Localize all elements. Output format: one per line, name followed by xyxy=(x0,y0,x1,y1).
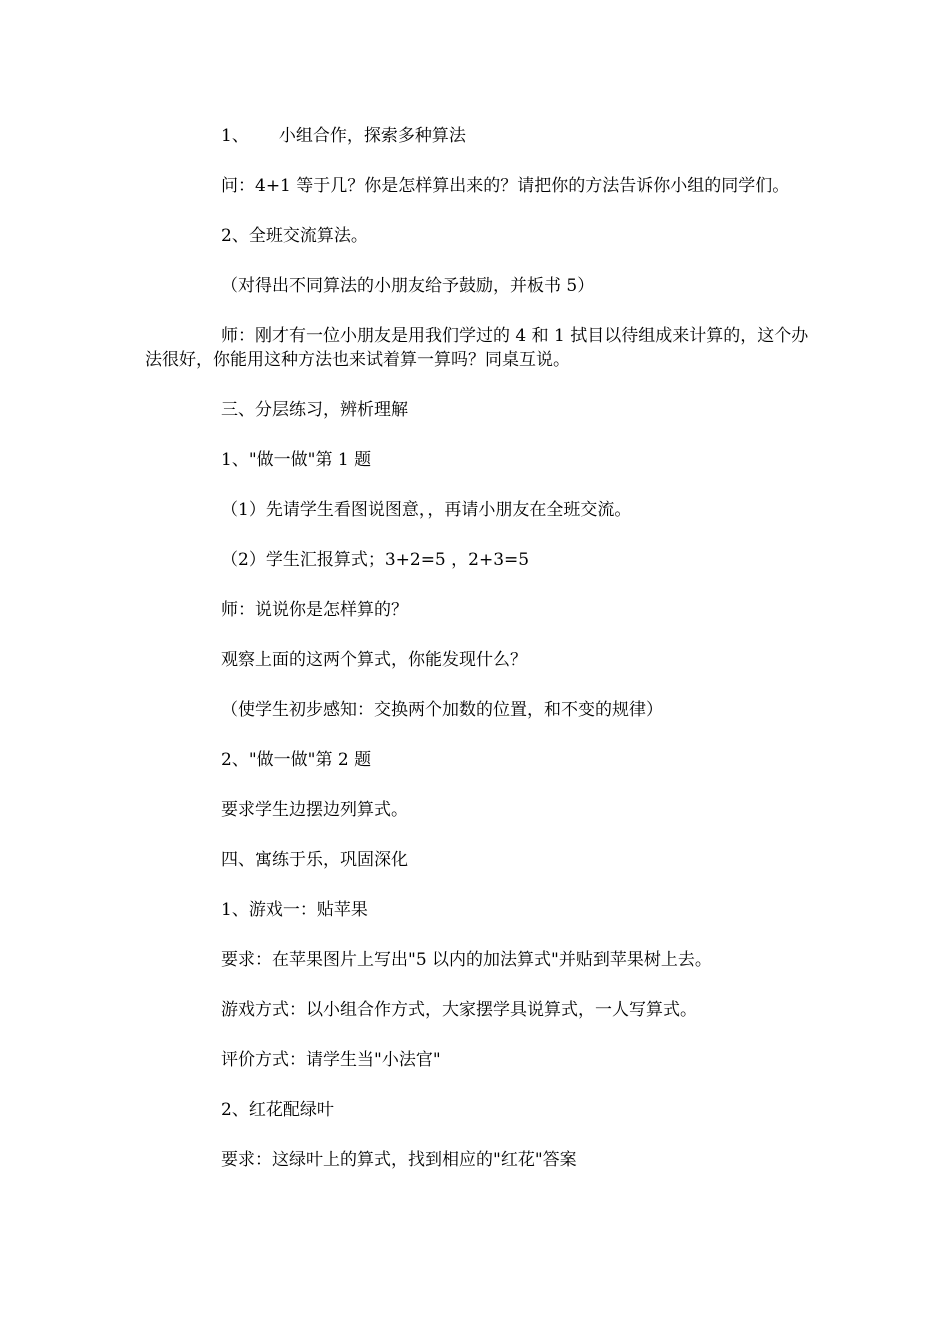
paragraph: 问：4+1 等于几？你是怎样算出来的？请把你的方法告诉你小组的同学们。 xyxy=(221,176,790,196)
section-heading: 三、分层练习，辨析理解 xyxy=(221,400,408,420)
paragraph-text: 小组合作，探索多种算法 xyxy=(278,126,466,146)
paragraph: （1）先请学生看图说图意，，再请小朋友在全班交流。 xyxy=(221,500,632,520)
paragraph: （对得出不同算法的小朋友给予鼓励，并板书 5） xyxy=(221,276,595,296)
paragraph: 师：说说你是怎样算的？ xyxy=(221,600,408,620)
paragraph-heading-group-work xyxy=(145,124,815,148)
paragraph: 要求：这绿叶上的算式，找到相应的"红花"答案 xyxy=(221,1150,577,1170)
paragraph: 游戏方式：以小组合作方式，大家摆学具说算式，一人写算式。 xyxy=(221,1000,697,1020)
paragraph: 2、全班交流算法。 xyxy=(221,226,368,246)
paragraph: 要求学生边摆边列算式。 xyxy=(221,800,408,820)
paragraph: 1、游戏一：贴苹果 xyxy=(221,900,368,920)
paragraph: 观察上面的这两个算式，你能发现什么？ xyxy=(221,650,527,670)
paragraph: 1、"做一做"第 1 题 xyxy=(221,450,372,470)
paragraph: 要求：在苹果图片上写出"5 以内的加法算式"并贴到苹果树上去。 xyxy=(221,950,712,970)
document-body xyxy=(145,124,815,1198)
paragraph: 2、"做一做"第 2 题 xyxy=(221,750,372,770)
paragraph: 师：刚才有一位小朋友是用我们学过的 4 和 1 拭目以待组成来计算的，这个办法很好，你能用这种方法也来试着算一算吗？同桌互说。 xyxy=(145,326,809,370)
paragraph: （2）学生汇报算式；3+2=5 ，2+3=5 xyxy=(221,550,530,570)
section-heading: 四、寓练于乐，巩固深化 xyxy=(221,850,408,870)
list-number: 1、 xyxy=(221,126,249,146)
paragraph: （使学生初步感知：交换两个加数的位置，和不变的规律） xyxy=(221,700,663,720)
paragraph: 2、红花配绿叶 xyxy=(221,1100,334,1120)
paragraph: 评价方式：请学生当"小法官" xyxy=(221,1050,441,1070)
